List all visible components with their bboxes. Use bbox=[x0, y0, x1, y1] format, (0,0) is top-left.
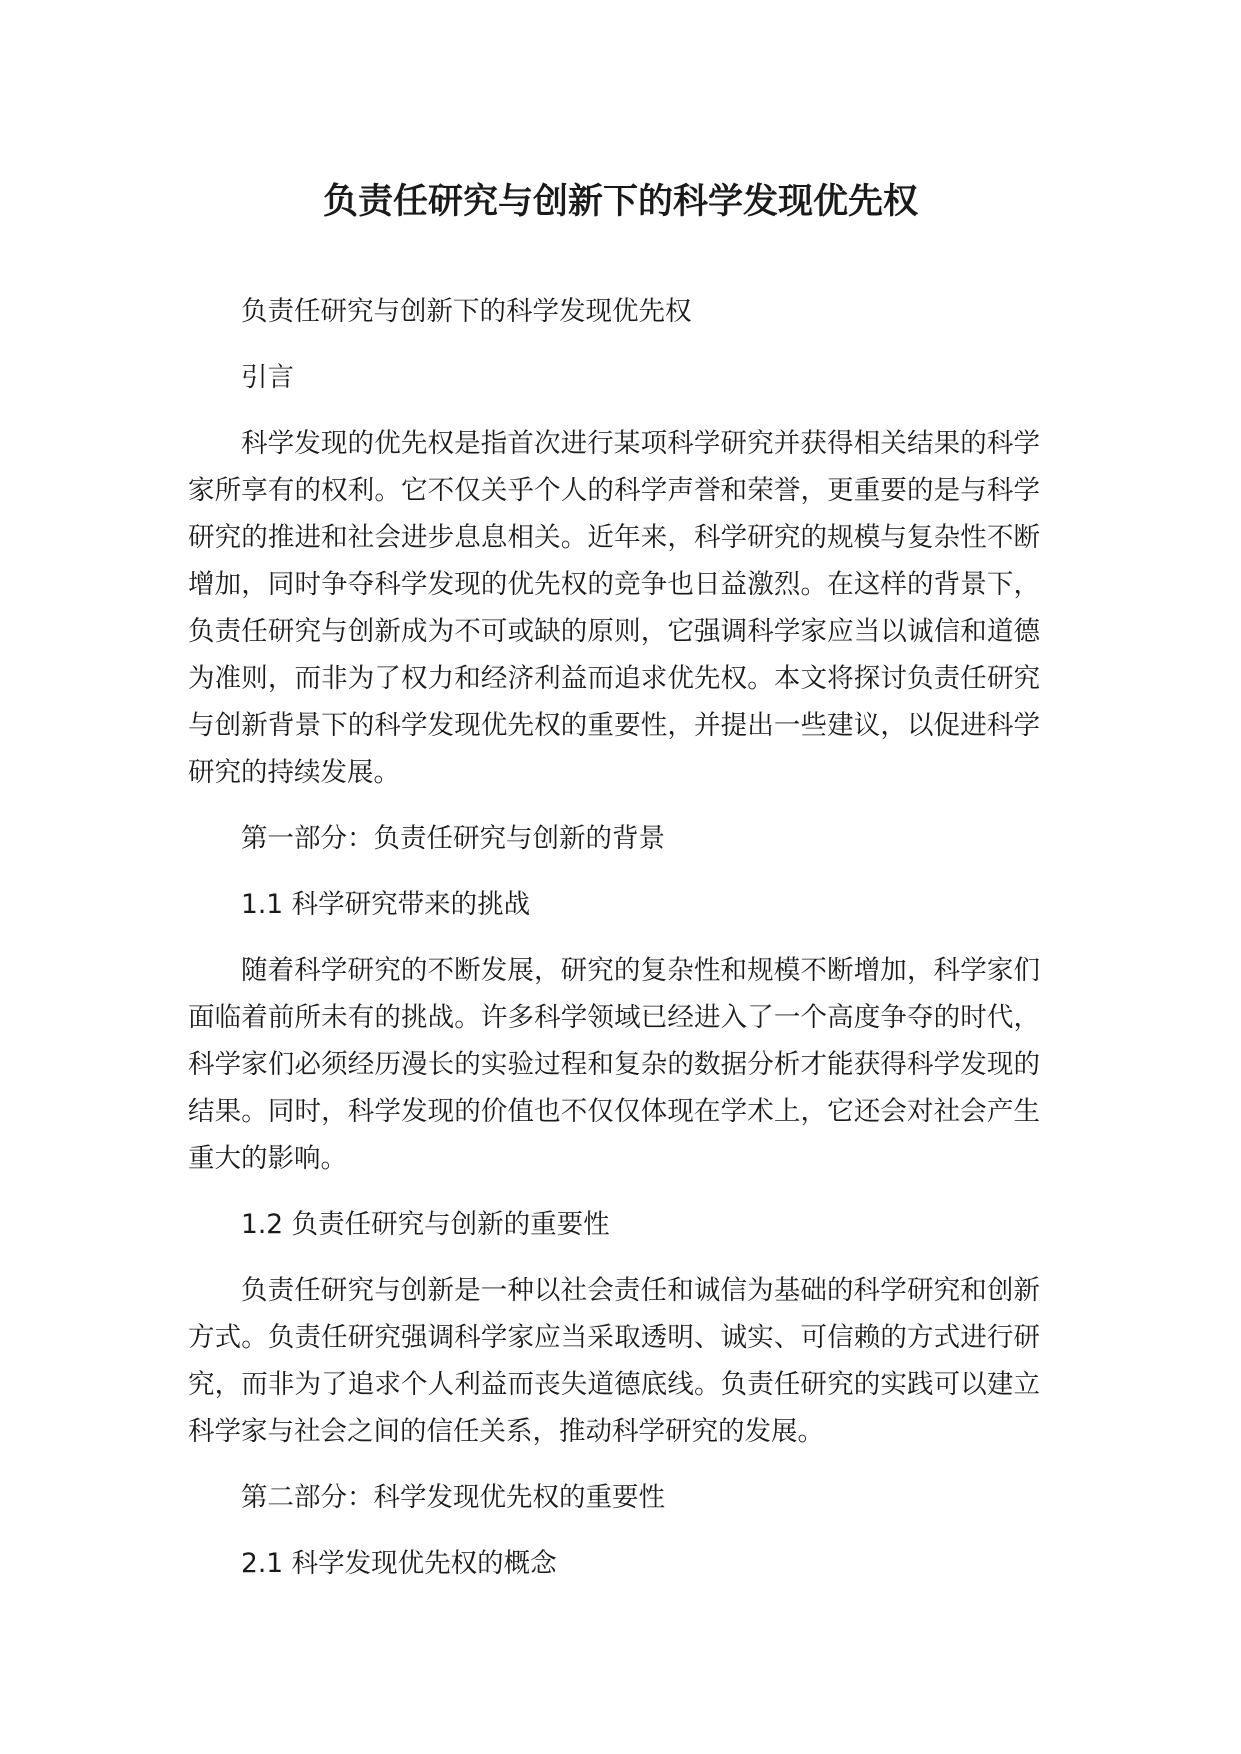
subtitle: 负责任研究与创新下的科学发现优先权 bbox=[241, 296, 692, 327]
intro-paragraph: 科学发现的优先权是指首次进行某项科学研究并获得相关结果的科学家所享有的权利。它不仅关乎个人的科学声誉和荣誉，更重要的是与科学研究的推进和社会进步息息相关。近年来，科学研究的规模与复杂性不断增加，同时争夺科学发现的优先权的竞争也日益激烈。在这样的背景下，负责任研究与创新成为不可或缺的原则，它强调科学家应当以诚信和道德为准则，而非为了权力和经济利益而追求优先权。本文将探讨负责任研究与创新背景下的科学发现优先权的重要性，并提出一些建议，以促进科学研究的持续发展。 bbox=[188, 428, 1040, 788]
intro-heading: 引言 bbox=[241, 362, 294, 393]
part2-heading: 第二部分：科学发现优先权的重要性 bbox=[241, 1482, 665, 1513]
part1-heading: 第一部分：负责任研究与创新的背景 bbox=[241, 823, 665, 854]
section-1-2-heading: 1.2 负责任研究与创新的重要性 bbox=[241, 1209, 610, 1240]
document-title: 负责任研究与创新下的科学发现优先权 bbox=[322, 182, 918, 222]
section-1-2-paragraph: 负责任研究与创新是一种以社会责任和诚信为基础的科学研究和创新方式。负责任研究强调科学家应当采取透明、诚实、可信赖的方式进行研究，而非为了追求个人利益而丧失道德底线。负责任研究的实践可以建立科学家与社会之间的信任关系，推动科学研究的发展。 bbox=[188, 1275, 1040, 1447]
document-body bbox=[188, 288, 1040, 1606]
section-1-1-paragraph: 随着科学研究的不断发展，研究的复杂性和规模不断增加，科学家们面临着前所未有的挑战。许多科学领域已经进入了一个高度争夺的时代，科学家们必须经历漫长的实验过程和复杂的数据分析才能获得科学发现的结果。同时，科学发现的价值也不仅仅体现在学术上，它还会对社会产生重大的影响。 bbox=[188, 955, 1040, 1174]
section-1-1-heading: 1.1 科学研究带来的挑战 bbox=[241, 889, 531, 920]
section-2-1-heading: 2.1 科学发现优先权的概念 bbox=[241, 1548, 557, 1579]
